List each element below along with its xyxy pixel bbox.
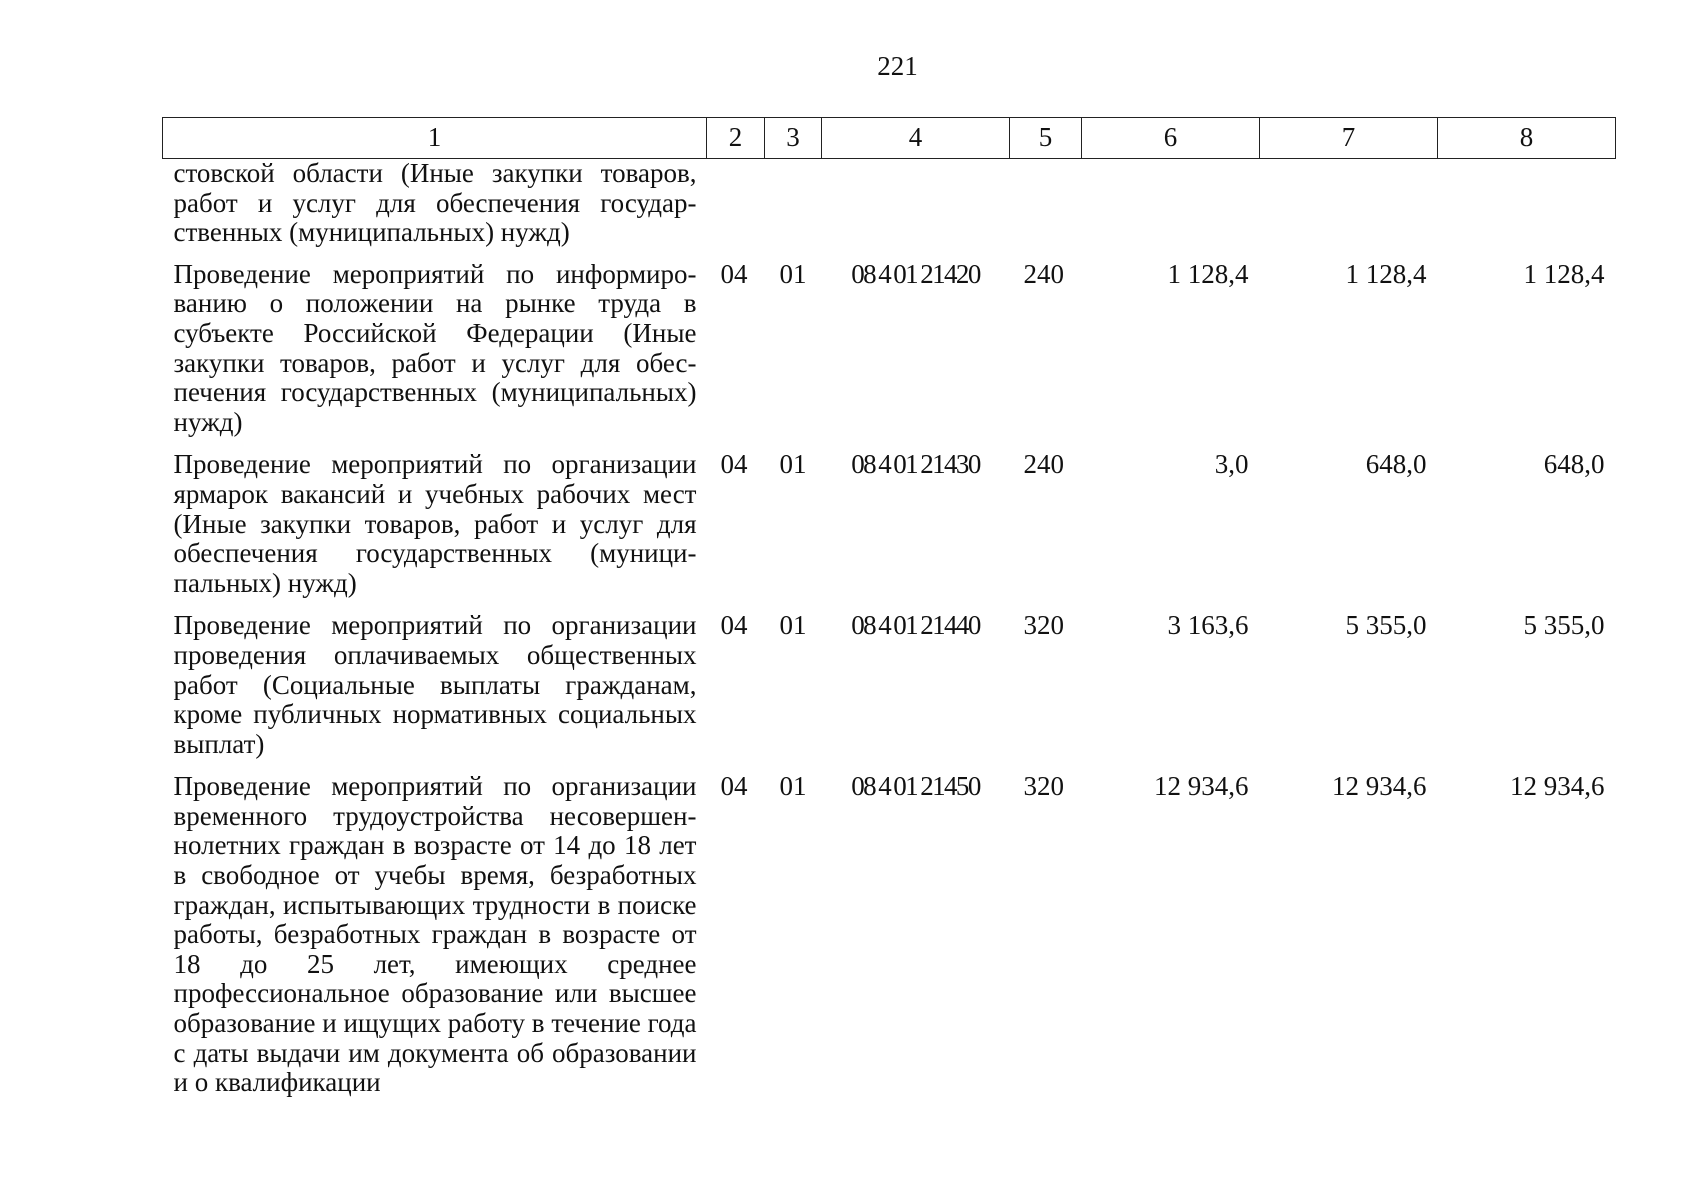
column-header-5: 5 [1010,118,1082,159]
column-number-header-row [163,118,1616,159]
amount-col-6: 1 128,4 [1167,258,1249,289]
row-description: Проведение мероприятий по организации ярмарок вакансий и учебных рабочих мест (Иные закупки товаров, работ и услуг для обеспечения государственных (муниципальных) нужд) [173,449,697,598]
column-header-2: 2 [707,118,765,159]
expense-type-code: 240 [1023,449,1064,480]
section-code: 04 [720,610,748,641]
amount-col-6: 3 163,6 [1167,610,1249,641]
table-row [163,256,1616,447]
subsection-code: 01 [779,449,807,480]
subsection-code: 01 [779,771,807,802]
amount-col-7: 648,0 [1365,449,1427,480]
section-code [707,159,765,256]
amount-col-8: 648,0 [1543,449,1605,480]
target-article-code [822,159,1010,256]
section-code: 04 [720,258,748,289]
amount-col-7: 1 128,4 [1345,258,1427,289]
column-header-3: 3 [765,118,822,159]
expense-type-code: 320 [1023,771,1064,802]
column-header-1: 1 [163,118,707,159]
budget-table [162,117,1616,1107]
amount-col-7: 12 934,6 [1332,771,1427,802]
target-article-code: 08 4 01 21450 [851,771,980,802]
row-description: Проведение мероприятий по организации проведения оплачиваемых общественных работ (Социальные выплаты гражданам, кроме публичных нормативных социальных выплат) [173,610,697,759]
row-description: стовской области (Иные закупки товаров, работ и услуг для обеспечения государственных (муниципальных) нужд) [173,158,697,248]
target-article-code: 08 4 01 21440 [851,610,980,641]
amount-col-8 [1438,159,1616,256]
amount-col-8: 1 128,4 [1523,258,1605,289]
row-description: Проведение мероприятий по организации временного трудоустройства несовершеннолетних граждан в возрасте от 14 до 18 лет в свободное от учебы время, безработных граждан, испытывающих трудности в поиске работы, безработных граждан в возрасте от 18 до 25 лет, имеющих среднее профессиональное образование или высшее образование и ищущих работу в течение года с даты выдачи им документа об образовании и о квалификации [173,771,697,1098]
section-code: 04 [720,771,748,802]
column-header-7: 7 [1260,118,1438,159]
page-number: 221 [877,51,918,81]
table-row [163,607,1616,768]
expense-type-code: 320 [1023,610,1064,641]
amount-col-7 [1260,159,1438,256]
subsection-code: 01 [779,610,807,641]
table-row [163,159,1616,256]
target-article-code: 08 4 01 21430 [851,449,980,480]
amount-col-8: 12 934,6 [1510,771,1605,802]
amount-col-6: 3,0 [1214,449,1249,480]
column-header-4: 4 [822,118,1010,159]
expense-type-code: 240 [1023,258,1064,289]
section-code: 04 [720,449,748,480]
row-description: Проведение мероприятий по информированию о положении на рынке труда в субъекте Российской Федерации (Иные закупки товаров, работ и услуг для обеспечения государственных (муниципальных) нужд) [173,258,697,437]
expense-type-code [1010,159,1082,256]
table-row [163,768,1616,1107]
amount-col-6 [1082,159,1260,256]
amount-col-8: 5 355,0 [1523,610,1605,641]
amount-col-6: 12 934,6 [1154,771,1249,802]
column-header-6: 6 [1082,118,1260,159]
amount-col-7: 5 355,0 [1345,610,1427,641]
target-article-code: 08 4 01 21420 [851,258,980,289]
column-header-8: 8 [1438,118,1616,159]
subsection-code: 01 [779,258,807,289]
subsection-code [765,159,822,256]
table-row [163,446,1616,607]
